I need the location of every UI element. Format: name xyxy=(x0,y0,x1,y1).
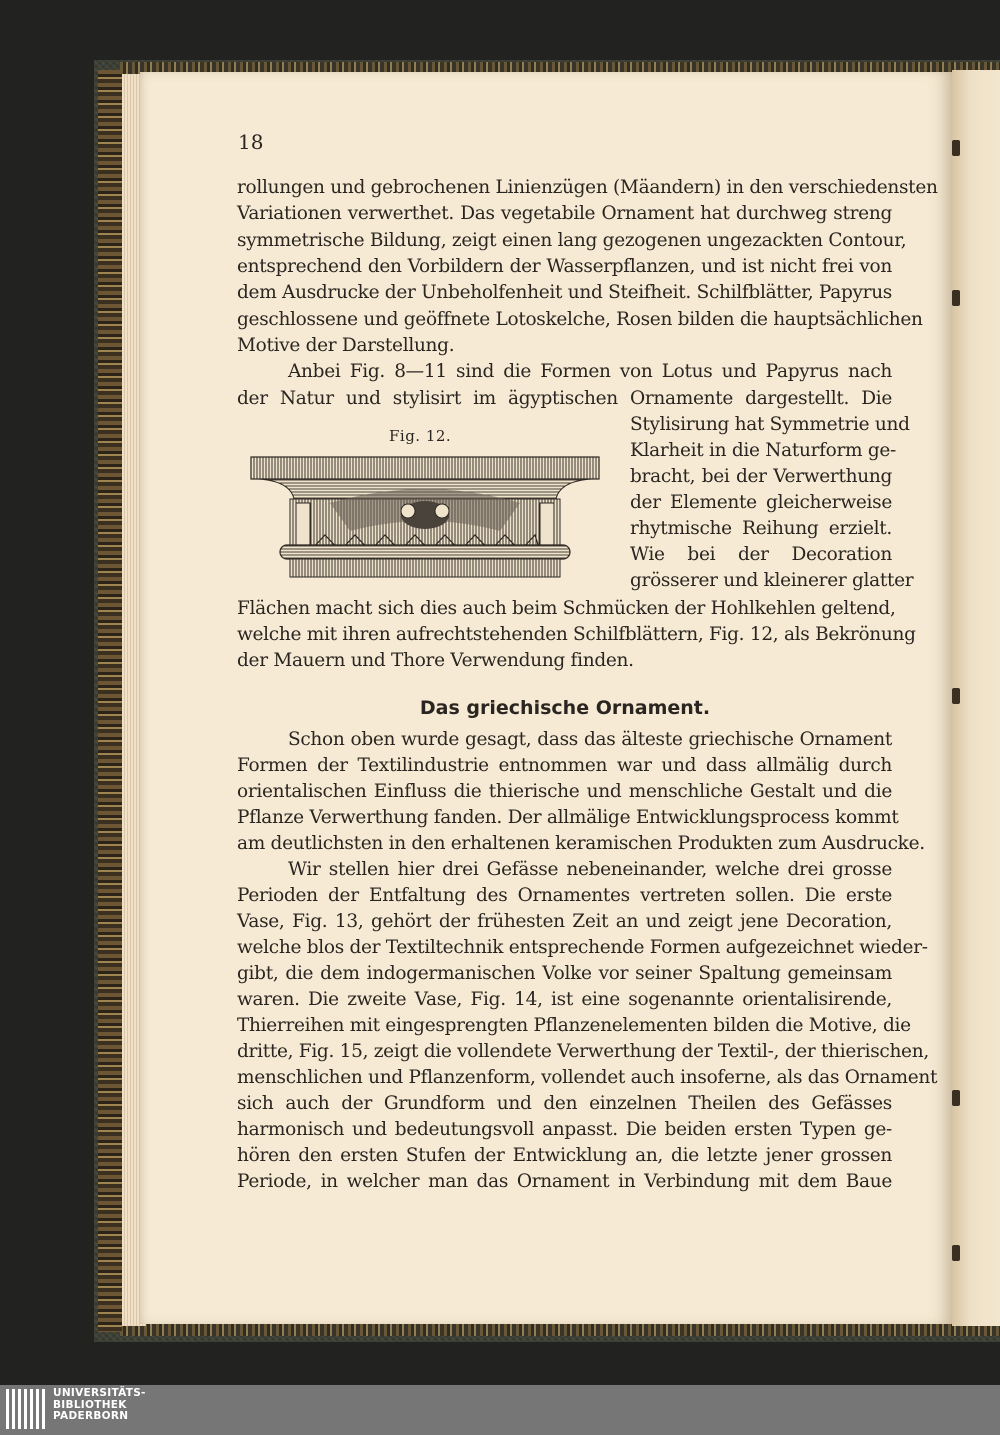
text-line: symmetrische Bildung, zeigt einen lang gezogenen ungezackten Contour, xyxy=(237,230,907,251)
text-line: Stylisirung hat Symmetrie und xyxy=(630,414,910,435)
text-line: Pflanze Verwerthung fanden. Der allmälige Entwicklungsprocess kommt xyxy=(237,807,899,828)
library-logo-icon xyxy=(6,1387,46,1431)
text-line: waren. Die zweite Vase, Fig. 14, ist eine sogenannte orientalisirende, xyxy=(237,989,892,1010)
text-line: Wie bei der Decoration xyxy=(630,544,892,565)
page-number: 18 xyxy=(238,130,264,154)
library-footer-bar xyxy=(0,1385,1000,1435)
text-line: Wir stellen hier drei Gefässe nebeneinander, welche drei grosse xyxy=(288,859,892,880)
text-line: dritte, Fig. 15, zeigt die vollendete Verwerthung der Textil-, der thierischen, xyxy=(237,1041,929,1062)
text-line: Flächen macht sich dies auch beim Schmücken der Hohlkehlen geltend, xyxy=(237,598,896,619)
section-heading: Das griechische Ornament. xyxy=(419,697,711,719)
text-line: der Natur und stylisirt im ägyptischen Ornamente dargestellt. Die xyxy=(237,388,892,409)
text-line: grösserer und kleinerer glatter xyxy=(630,570,914,591)
text-line: Klarheit in die Naturform ge- xyxy=(630,440,897,461)
figure-caption: Fig. 12. xyxy=(389,427,452,445)
text-line: gibt, die dem indogermanischen Volke vor seiner Spaltung gemeinsam xyxy=(237,963,892,984)
text-line: welche blos der Textiltechnik entsprechende Formen aufgezeichnet wieder- xyxy=(237,937,928,958)
logo-line: UNIVERSITÄTS- xyxy=(53,1387,146,1399)
text-line: entsprechend den Vorbildern der Wasserpflanzen, und ist nicht frei von xyxy=(237,256,892,277)
text-line: Perioden der Entfaltung des Ornamentes vertreten sollen. Die erste xyxy=(237,885,892,906)
text-line: am deutlichsten in den erhaltenen keramischen Produkten zum Ausdrucke. xyxy=(237,833,925,854)
text-line: dem Ausdrucke der Unbeholfenheit und Steifheit. Schilfblätter, Papyrus xyxy=(237,282,892,303)
text-line: Variationen verwerthet. Das vegetabile Ornament hat durchweg streng xyxy=(237,203,892,224)
text-line: hören den ersten Stufen der Entwicklung an, die letzte jener grossen xyxy=(237,1145,892,1166)
text-line: Vase, Fig. 13, gehört der frühesten Zeit an und zeigt jene Decoration, xyxy=(237,911,892,932)
text-line: Schon oben wurde gesagt, dass das älteste griechische Ornament xyxy=(288,729,892,750)
text-line: der Elemente gleicherweise xyxy=(630,492,892,513)
text-line: orientalischen Einfluss die thierische und menschliche Gestalt und die xyxy=(237,781,892,802)
text-line: Periode, in welcher man das Ornament in Verbindung mit dem Baue xyxy=(237,1171,892,1192)
text-line: Formen der Textilindustrie entnommen war und dass allmälig durch xyxy=(237,755,892,776)
text-line: welche mit ihren aufrechtstehenden Schilfblättern, Fig. 12, als Bekrönung xyxy=(237,624,916,645)
text-line: rhytmische Reihung erzielt. xyxy=(630,518,892,539)
cornice-illustration xyxy=(250,455,600,579)
text-line: Motive der Darstellung. xyxy=(237,335,455,356)
text-line: der Mauern und Thore Verwendung finden. xyxy=(237,650,634,671)
text-line: bracht, bei der Verwerthung xyxy=(630,466,892,487)
text-line: sich auch der Grundform und den einzelnen Theilen des Gefässes xyxy=(237,1093,892,1114)
logo-line: PADERBORN xyxy=(53,1410,129,1422)
text-line: harmonisch und bedeutungsvoll anpasst. Die beiden ersten Typen ge- xyxy=(237,1119,892,1140)
library-logo-text xyxy=(53,1388,146,1423)
text-line: rollungen und gebrochenen Linienzügen (Mäandern) in den verschiedensten xyxy=(237,177,938,198)
text-line: geschlossene und geöffnete Lotoskelche, Rosen bilden die hauptsächlichen xyxy=(237,309,923,330)
logo-line: BIBLIOTHEK xyxy=(53,1398,127,1411)
text-line: Thierreihen mit eingesprengten Pflanzenelementen bilden die Motive, die xyxy=(237,1015,911,1036)
text-line: menschlichen und Pflanzenform, vollendet auch insoferne, als das Ornament xyxy=(237,1067,938,1088)
text-line: Anbei Fig. 8—11 sind die Formen von Lotus und Papyrus nach xyxy=(288,361,892,382)
